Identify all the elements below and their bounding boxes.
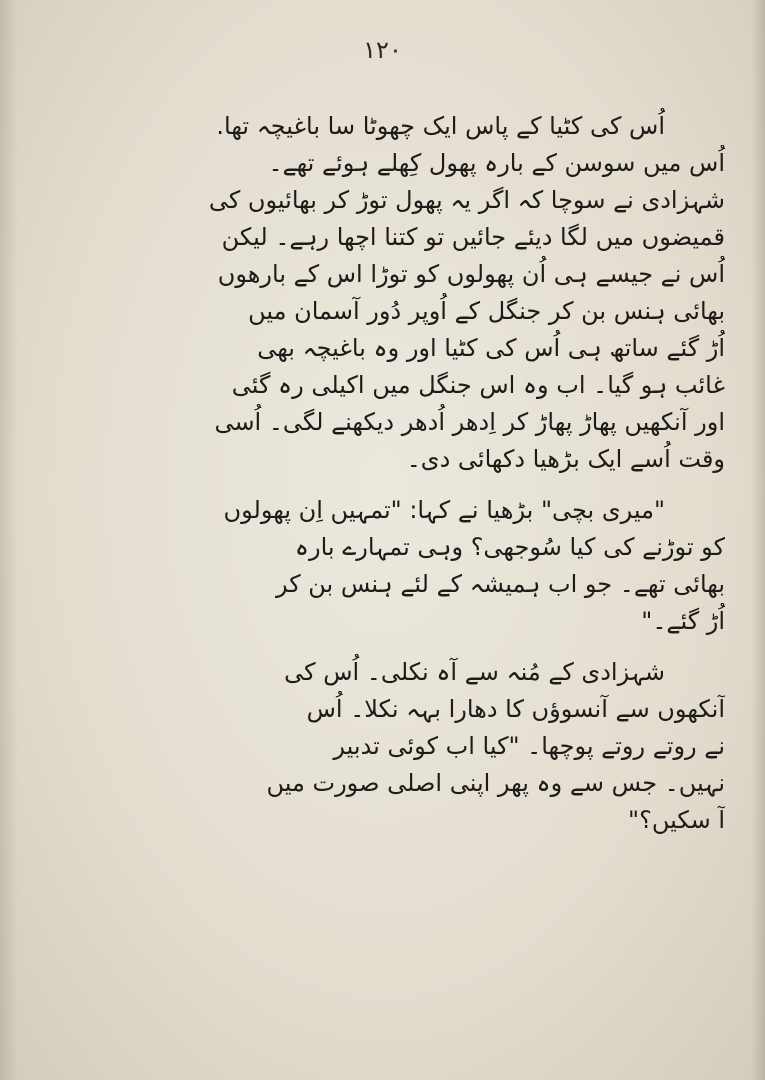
text-line: بھائی تھے۔ جو اب ہمیشہ کے لئے ہنس بن کر xyxy=(275,570,725,598)
text-line: اُس میں سوسن کے بارہ پھول کِھلے ہوئے تھے۔ xyxy=(268,149,725,177)
paragraph-gap xyxy=(60,478,725,492)
paragraph-1 xyxy=(60,108,725,478)
text-line: غائب ہو گیا۔ اب وہ اس جنگل میں اکیلی رہ گئی xyxy=(231,371,725,399)
text-line: کو توڑنے کی کیا سُوجھی؟ وہی تمہارے بارہ xyxy=(294,533,725,561)
paragraph-2 xyxy=(60,492,725,640)
text-line: اور آنکھیں پھاڑ پھاڑ کر اِدھر اُدھر دیکھنے لگی۔ اُسی xyxy=(214,408,725,436)
text-line: قمیضوں میں لگا دیئے جائیں تو کتنا اچھا رہے۔ لیکن xyxy=(221,223,725,251)
paragraph-gap xyxy=(60,640,725,654)
text-line: اُس کی کٹیا کے پاس ایک چھوٹا سا باغیچہ تھا. xyxy=(216,112,665,140)
text-line: اُس نے جیسے ہی اُن پھولوں کو توڑا اس کے بارھوں xyxy=(217,260,725,288)
text-line: وقت اُسے ایک بڑھیا دکھائی دی۔ xyxy=(406,445,725,473)
body-text xyxy=(60,108,725,839)
text-line: "میری بچی" بڑھیا نے کہا: "تمہیں اِن پھولوں xyxy=(223,496,665,524)
text-line: آنکھوں سے آنسوؤں کا دھارا بہہ نکلا۔ اُس xyxy=(306,695,725,723)
text-line: نہیں۔ جس سے وہ پھر اپنی اصلی صورت میں xyxy=(266,769,725,797)
paragraph-3 xyxy=(60,654,725,839)
text-line: بھائی ہنس بن کر جنگل کے اُوپر دُور آسمان میں xyxy=(248,297,725,325)
text-line: اُڑ گئے۔" xyxy=(641,607,725,635)
text-line: شہزادی کے مُنہ سے آہ نکلی۔ اُس کی xyxy=(284,658,665,686)
text-line: نے روتے روتے پوچھا۔ "کیا اب کوئی تدبیر xyxy=(333,732,725,760)
text-line: شہزادی نے سوچا کہ اگر یہ پھول توڑ کر بھائیوں کی xyxy=(208,186,725,214)
page-number: ۱۲۰ xyxy=(363,36,402,64)
page-shadow-left xyxy=(0,0,18,1080)
page-shadow-right xyxy=(751,0,765,1080)
text-line: اُڑ گئے ساتھ ہی اُس کی کٹیا اور وہ باغیچہ بھی xyxy=(257,334,725,362)
text-line: آ سکیں؟" xyxy=(628,806,725,834)
